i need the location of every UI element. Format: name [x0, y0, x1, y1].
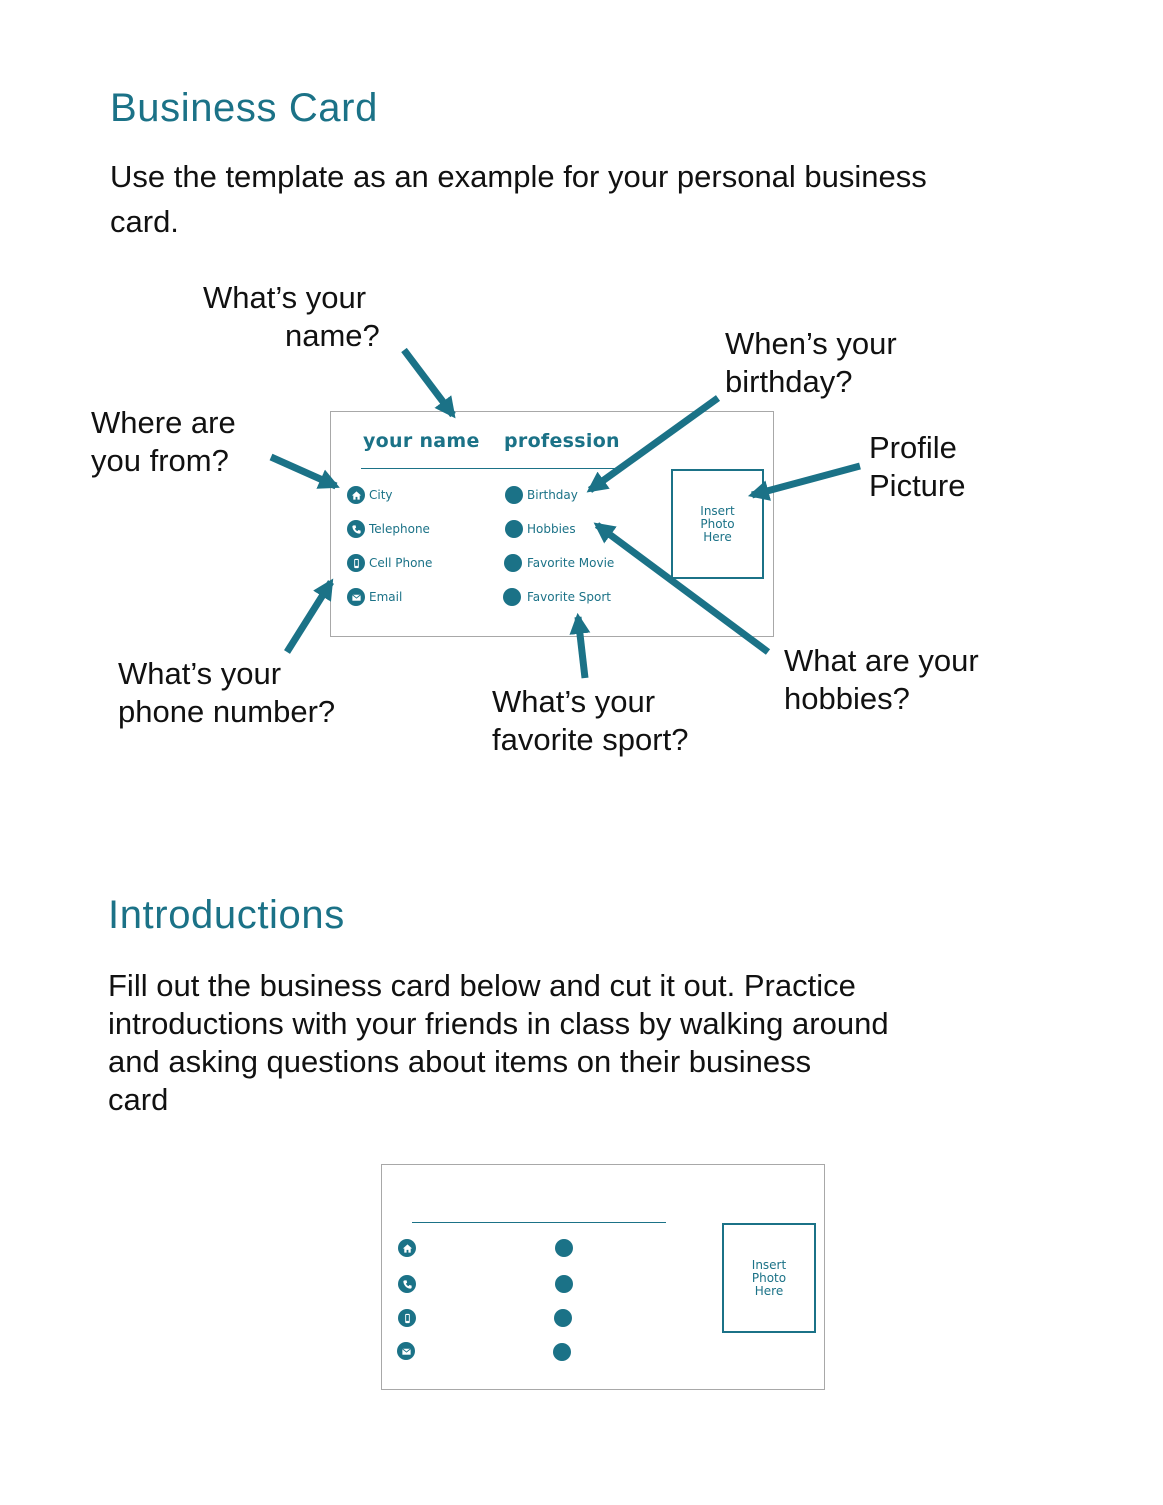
bullet-icon: [554, 1309, 572, 1327]
annotation-line: phone number?: [118, 694, 336, 729]
annotation-line: birthday?: [725, 364, 853, 399]
bullet-icon: [555, 1275, 573, 1293]
bullet-icon: [555, 1239, 573, 1257]
email-icon: [397, 1342, 415, 1360]
home-icon: [398, 1239, 416, 1257]
annotation-line: What’s your: [118, 656, 282, 691]
section-title-introductions: Introductions: [108, 893, 345, 937]
photo-text-line: Photo: [751, 1270, 787, 1285]
annotation-line: you from?: [91, 443, 229, 478]
paragraph-line: and asking questions about items on their business: [108, 1044, 812, 1079]
paragraph-line: card: [108, 1082, 169, 1117]
paragraph-line: Fill out the business card below and cut it out. Practice: [108, 968, 856, 1003]
card-divider: [412, 1222, 666, 1223]
field-cell-phone: [398, 1309, 416, 1327]
annotation-line: What’s your: [203, 280, 367, 315]
annotation-line: What’s your: [492, 684, 656, 719]
card-profession: profession: [504, 430, 620, 452]
photo-placeholder-text: [752, 1259, 786, 1298]
field-city: [398, 1239, 416, 1257]
photo-text-line: Here: [703, 529, 732, 544]
field-label-favorite-movie: Favorite Movie: [527, 556, 615, 570]
annotation-line: hobbies?: [784, 681, 910, 716]
photo-text-line: Insert: [751, 1257, 787, 1272]
annotation-line: Picture: [869, 468, 966, 503]
page-title: Business Card: [110, 86, 378, 130]
paragraph-line: introductions with your friends in class by walking around: [108, 1006, 889, 1041]
field-label-favorite-sport: Favorite Sport: [527, 590, 611, 604]
instruction-line: card.: [110, 204, 179, 239]
arrow-to-hobbies: [597, 525, 768, 652]
arrow-to-photo: [752, 466, 860, 495]
field-telephone: [398, 1275, 416, 1293]
card-name: your name: [363, 430, 480, 452]
cellphone-icon: [398, 1309, 416, 1327]
field-label-birthday: Birthday: [527, 488, 578, 502]
field-label-hobbies: Hobbies: [527, 522, 576, 536]
annotation-line: name?: [285, 318, 380, 353]
arrow-to-phone: [287, 582, 331, 652]
arrow-to-name: [404, 350, 453, 415]
bullet-icon: [553, 1343, 571, 1361]
annotation-line: What are your: [784, 643, 979, 678]
photo-placeholder: [722, 1223, 816, 1333]
photo-text-line: Insert: [700, 503, 735, 518]
introductions-text: [108, 967, 1128, 1119]
field-label-email: Email: [369, 590, 403, 604]
arrow-to-city: [271, 457, 336, 486]
arrow-to-sport: [578, 617, 585, 678]
field-label-cell-phone: Cell Phone: [369, 556, 433, 570]
annotation-line: Profile: [869, 430, 957, 465]
arrow-to-birthday: [590, 398, 718, 490]
annotation-line: When’s your: [725, 326, 897, 361]
annotation-line: favorite sport?: [492, 722, 689, 757]
field-label-city: City: [369, 488, 393, 502]
field-email: [397, 1342, 415, 1360]
blank-business-card: [381, 1164, 825, 1390]
phone-icon: [398, 1275, 416, 1293]
field-label-telephone: Telephone: [369, 522, 430, 536]
annotation-line: Where are: [91, 405, 236, 440]
photo-text-line: Here: [754, 1283, 784, 1298]
instruction-line: Use the template as an example for your personal business: [110, 159, 927, 194]
photo-text-line: Photo: [700, 516, 735, 531]
